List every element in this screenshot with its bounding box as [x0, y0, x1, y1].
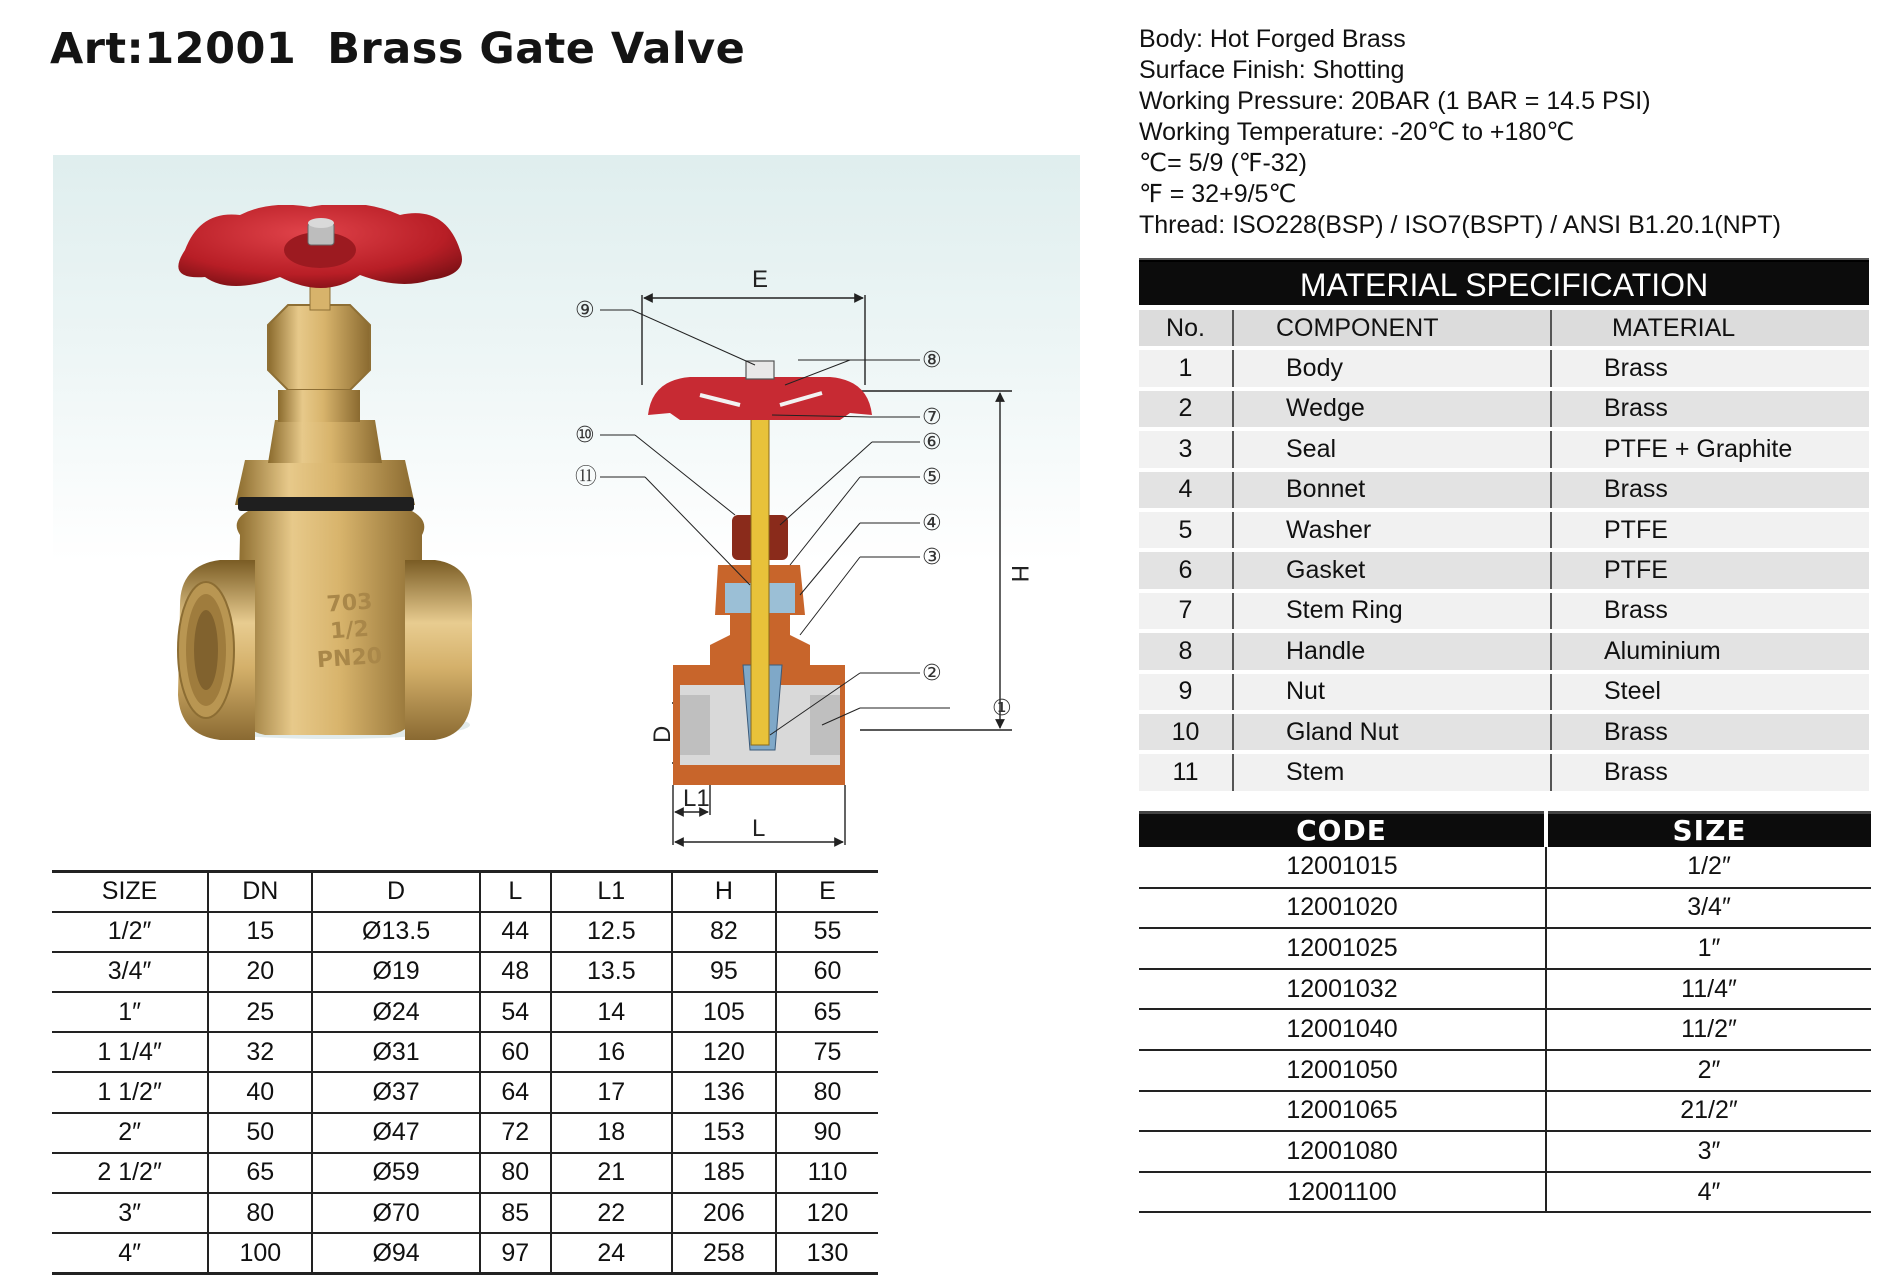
- col-h: H: [672, 872, 776, 912]
- dim-label-l1: L1: [683, 785, 710, 812]
- cell-no: 3: [1139, 431, 1232, 467]
- cell-l1: 12.5: [551, 912, 672, 952]
- col-component: COMPONENT: [1232, 310, 1550, 346]
- col-dn: DN: [208, 872, 312, 912]
- cell-size: 11/4″: [1546, 969, 1871, 1010]
- cell-material: Brass: [1550, 593, 1869, 629]
- cell-d: Ø31: [312, 1032, 479, 1072]
- cell-material: PTFE: [1550, 552, 1869, 588]
- cell-size: 2″: [52, 1113, 208, 1153]
- cell-size: 21/2″: [1546, 1091, 1871, 1132]
- cell-material: Brass: [1550, 391, 1869, 427]
- dimension-table-header: [52, 872, 878, 912]
- cell-no: 1: [1139, 350, 1232, 386]
- cell-size: 2 1/2″: [52, 1153, 208, 1193]
- cell-dn: 65: [208, 1153, 312, 1193]
- callout-10: ⑩: [575, 423, 595, 448]
- table-row: [1139, 847, 1871, 888]
- cell-dn: 40: [208, 1072, 312, 1112]
- body-marking-model: 703: [325, 589, 374, 618]
- table-row: [1139, 888, 1871, 929]
- cell-d: Ø70: [312, 1193, 479, 1233]
- cell-size: 11/2″: [1546, 1009, 1871, 1050]
- cell-size: 1 1/2″: [52, 1072, 208, 1112]
- cell-e: 110: [776, 1153, 878, 1193]
- table-row: [52, 1193, 878, 1233]
- code-table-header: [1139, 813, 1871, 848]
- cell-l1: 13.5: [551, 952, 672, 992]
- cell-l: 85: [480, 1193, 551, 1233]
- table-row: [1139, 754, 1869, 790]
- cell-code: 12001080: [1139, 1131, 1546, 1172]
- col-material: MATERIAL: [1550, 310, 1869, 346]
- dim-label-l: L: [752, 815, 766, 842]
- cell-l1: 14: [551, 992, 672, 1032]
- cell-component: Wedge: [1232, 391, 1550, 427]
- spec-body: Body: Hot Forged Brass: [1139, 25, 1406, 53]
- callout-1: ①: [992, 696, 1012, 721]
- cell-l: 97: [480, 1233, 551, 1273]
- cell-code: 12001020: [1139, 888, 1546, 929]
- callout-9: ⑨: [575, 298, 595, 323]
- cell-dn: 25: [208, 992, 312, 1032]
- cell-no: 7: [1139, 593, 1232, 629]
- callout-7: ⑦: [922, 405, 942, 430]
- cell-l: 80: [480, 1153, 551, 1193]
- col-d: D: [312, 872, 479, 912]
- callout-8: ⑧: [922, 348, 942, 373]
- callout-6: ⑥: [922, 430, 942, 455]
- cell-h: 153: [672, 1113, 776, 1153]
- cell-size: 1/2″: [1546, 847, 1871, 888]
- cell-l1: 16: [551, 1032, 672, 1072]
- table-row: [52, 1233, 878, 1273]
- cell-code: 12001040: [1139, 1009, 1546, 1050]
- cell-component: Nut: [1232, 674, 1550, 710]
- cell-component: Gland Nut: [1232, 714, 1550, 750]
- cell-size: 3/4″: [52, 952, 208, 992]
- cell-e: 75: [776, 1032, 878, 1072]
- table-row: [52, 1072, 878, 1112]
- material-spec-header: [1139, 310, 1869, 346]
- material-spec-title: MATERIAL SPECIFICATION: [1139, 260, 1869, 305]
- cell-size: 1 1/4″: [52, 1032, 208, 1072]
- cell-d: Ø59: [312, 1153, 479, 1193]
- cell-component: Gasket: [1232, 552, 1550, 588]
- cell-e: 120: [776, 1193, 878, 1233]
- col-size: SIZE: [1546, 813, 1871, 848]
- cell-dn: 50: [208, 1113, 312, 1153]
- col-code: CODE: [1139, 813, 1546, 848]
- table-row: [1139, 1172, 1871, 1213]
- col-size: SIZE: [52, 872, 208, 912]
- table-row: [52, 1032, 878, 1072]
- cell-l: 48: [480, 952, 551, 992]
- cell-component: Bonnet: [1232, 472, 1550, 508]
- table-row: [1139, 512, 1869, 548]
- cell-component: Stem Ring: [1232, 593, 1550, 629]
- cell-d: Ø94: [312, 1233, 479, 1273]
- cell-code: 12001025: [1139, 928, 1546, 969]
- cell-l1: 21: [551, 1153, 672, 1193]
- cell-code: 12001100: [1139, 1172, 1546, 1213]
- cell-e: 65: [776, 992, 878, 1032]
- table-row: [1139, 633, 1869, 669]
- dim-label-h: H: [1006, 565, 1033, 583]
- cell-dn: 20: [208, 952, 312, 992]
- cell-size: 1/2″: [52, 912, 208, 952]
- cell-component: Body: [1232, 350, 1550, 386]
- table-row: [1139, 969, 1871, 1010]
- spec-fahrenheit-formula: ℉ = 32+9/5℃: [1139, 180, 1297, 208]
- cell-material: Steel: [1550, 674, 1869, 710]
- cell-no: 11: [1139, 754, 1232, 790]
- cell-e: 90: [776, 1113, 878, 1153]
- cell-h: 105: [672, 992, 776, 1032]
- cell-h: 258: [672, 1233, 776, 1273]
- cell-no: 6: [1139, 552, 1232, 588]
- table-row: [1139, 391, 1869, 427]
- page-title: Art:12001 Brass Gate Valve: [50, 24, 746, 74]
- cell-size: 3″: [52, 1193, 208, 1233]
- cell-size: 4″: [52, 1233, 208, 1273]
- cell-no: 2: [1139, 391, 1232, 427]
- code-size-table: [1139, 811, 1871, 1213]
- spec-surface-finish: Surface Finish: Shotting: [1139, 56, 1405, 84]
- cell-no: 8: [1139, 633, 1232, 669]
- cell-no: 9: [1139, 674, 1232, 710]
- cell-h: 185: [672, 1153, 776, 1193]
- cell-e: 80: [776, 1072, 878, 1112]
- callout-4: ④: [922, 511, 942, 536]
- cell-e: 55: [776, 912, 878, 952]
- cell-material: PTFE + Graphite: [1550, 431, 1869, 467]
- spec-celsius-formula: ℃= 5/9 (℉-32): [1139, 149, 1307, 177]
- cell-d: Ø13.5: [312, 912, 479, 952]
- cell-size: 2″: [1546, 1050, 1871, 1091]
- cell-d: Ø19: [312, 952, 479, 992]
- table-row: [52, 992, 878, 1032]
- table-row: [52, 1113, 878, 1153]
- col-l1: L1: [551, 872, 672, 912]
- material-spec-table: [1139, 306, 1869, 795]
- col-l: L: [480, 872, 551, 912]
- cell-no: 10: [1139, 714, 1232, 750]
- cell-component: Washer: [1232, 512, 1550, 548]
- table-row: [1139, 1050, 1871, 1091]
- table-row: [1139, 1131, 1871, 1172]
- cell-material: Brass: [1550, 754, 1869, 790]
- cell-size: 1″: [52, 992, 208, 1032]
- valve-product-photo: [160, 205, 480, 765]
- cell-material: Brass: [1550, 350, 1869, 386]
- spec-working-pressure: Working Pressure: 20BAR (1 BAR = 14.5 PSI): [1139, 87, 1651, 115]
- cell-code: 12001015: [1139, 847, 1546, 888]
- cell-l: 54: [480, 992, 551, 1032]
- cell-d: Ø47: [312, 1113, 479, 1153]
- cell-material: Brass: [1550, 472, 1869, 508]
- dimension-table: [52, 870, 878, 1275]
- cell-material: Brass: [1550, 714, 1869, 750]
- table-row: [1139, 928, 1871, 969]
- spec-list: [1139, 24, 1781, 241]
- cell-l1: 22: [551, 1193, 672, 1233]
- table-row: [1139, 552, 1869, 588]
- callout-5: ⑤: [922, 465, 942, 490]
- cell-dn: 32: [208, 1032, 312, 1072]
- cell-dn: 100: [208, 1233, 312, 1273]
- table-row: [1139, 1009, 1871, 1050]
- callout-3: ③: [922, 545, 942, 570]
- cell-size: 1″: [1546, 928, 1871, 969]
- valve-section-diagram: [560, 265, 1040, 865]
- callout-11: ⑪: [575, 465, 598, 490]
- cell-component: Handle: [1232, 633, 1550, 669]
- table-row: [52, 1153, 878, 1193]
- spec-thread: Thread: ISO228(BSP) / ISO7(BSPT) / ANSI B1.20.1(NPT): [1139, 211, 1781, 239]
- table-row: [1139, 472, 1869, 508]
- cell-code: 12001032: [1139, 969, 1546, 1010]
- cell-d: Ø24: [312, 992, 479, 1032]
- cell-component: Seal: [1232, 431, 1550, 467]
- table-row: [1139, 714, 1869, 750]
- cell-l: 64: [480, 1072, 551, 1112]
- body-marking-pressure: PN20: [316, 643, 383, 674]
- cell-h: 95: [672, 952, 776, 992]
- cell-size: 3/4″: [1546, 888, 1871, 929]
- cell-no: 4: [1139, 472, 1232, 508]
- cell-code: 12001065: [1139, 1091, 1546, 1132]
- cell-l1: 24: [551, 1233, 672, 1273]
- cell-h: 120: [672, 1032, 776, 1072]
- table-row: [1139, 350, 1869, 386]
- cell-no: 5: [1139, 512, 1232, 548]
- col-e: E: [776, 872, 878, 912]
- dim-label-e: E: [752, 266, 769, 293]
- cell-e: 60: [776, 952, 878, 992]
- cell-h: 136: [672, 1072, 776, 1112]
- cell-l1: 17: [551, 1072, 672, 1112]
- table-row: [1139, 674, 1869, 710]
- body-marking-size: 1/2: [329, 616, 370, 645]
- cell-h: 82: [672, 912, 776, 952]
- cell-e: 130: [776, 1233, 878, 1273]
- cell-dn: 15: [208, 912, 312, 952]
- cell-dn: 80: [208, 1193, 312, 1233]
- callout-2: ②: [922, 661, 942, 686]
- cell-l1: 18: [551, 1113, 672, 1153]
- cell-size: 3″: [1546, 1131, 1871, 1172]
- table-row: [1139, 1091, 1871, 1132]
- cell-component: Stem: [1232, 754, 1550, 790]
- spec-working-temperature: Working Temperature: -20℃ to +180℃: [1139, 118, 1575, 146]
- table-row: [1139, 593, 1869, 629]
- table-row: [1139, 431, 1869, 467]
- cell-l: 44: [480, 912, 551, 952]
- cell-size: 4″: [1546, 1172, 1871, 1213]
- cell-l: 72: [480, 1113, 551, 1153]
- cell-l: 60: [480, 1032, 551, 1072]
- cell-h: 206: [672, 1193, 776, 1233]
- table-row: [52, 952, 878, 992]
- cell-material: Aluminium: [1550, 633, 1869, 669]
- cell-d: Ø37: [312, 1072, 479, 1112]
- cell-code: 12001050: [1139, 1050, 1546, 1091]
- col-no: No.: [1139, 310, 1232, 346]
- table-row: [52, 912, 878, 952]
- dim-label-d: D: [649, 725, 676, 743]
- cell-material: PTFE: [1550, 512, 1869, 548]
